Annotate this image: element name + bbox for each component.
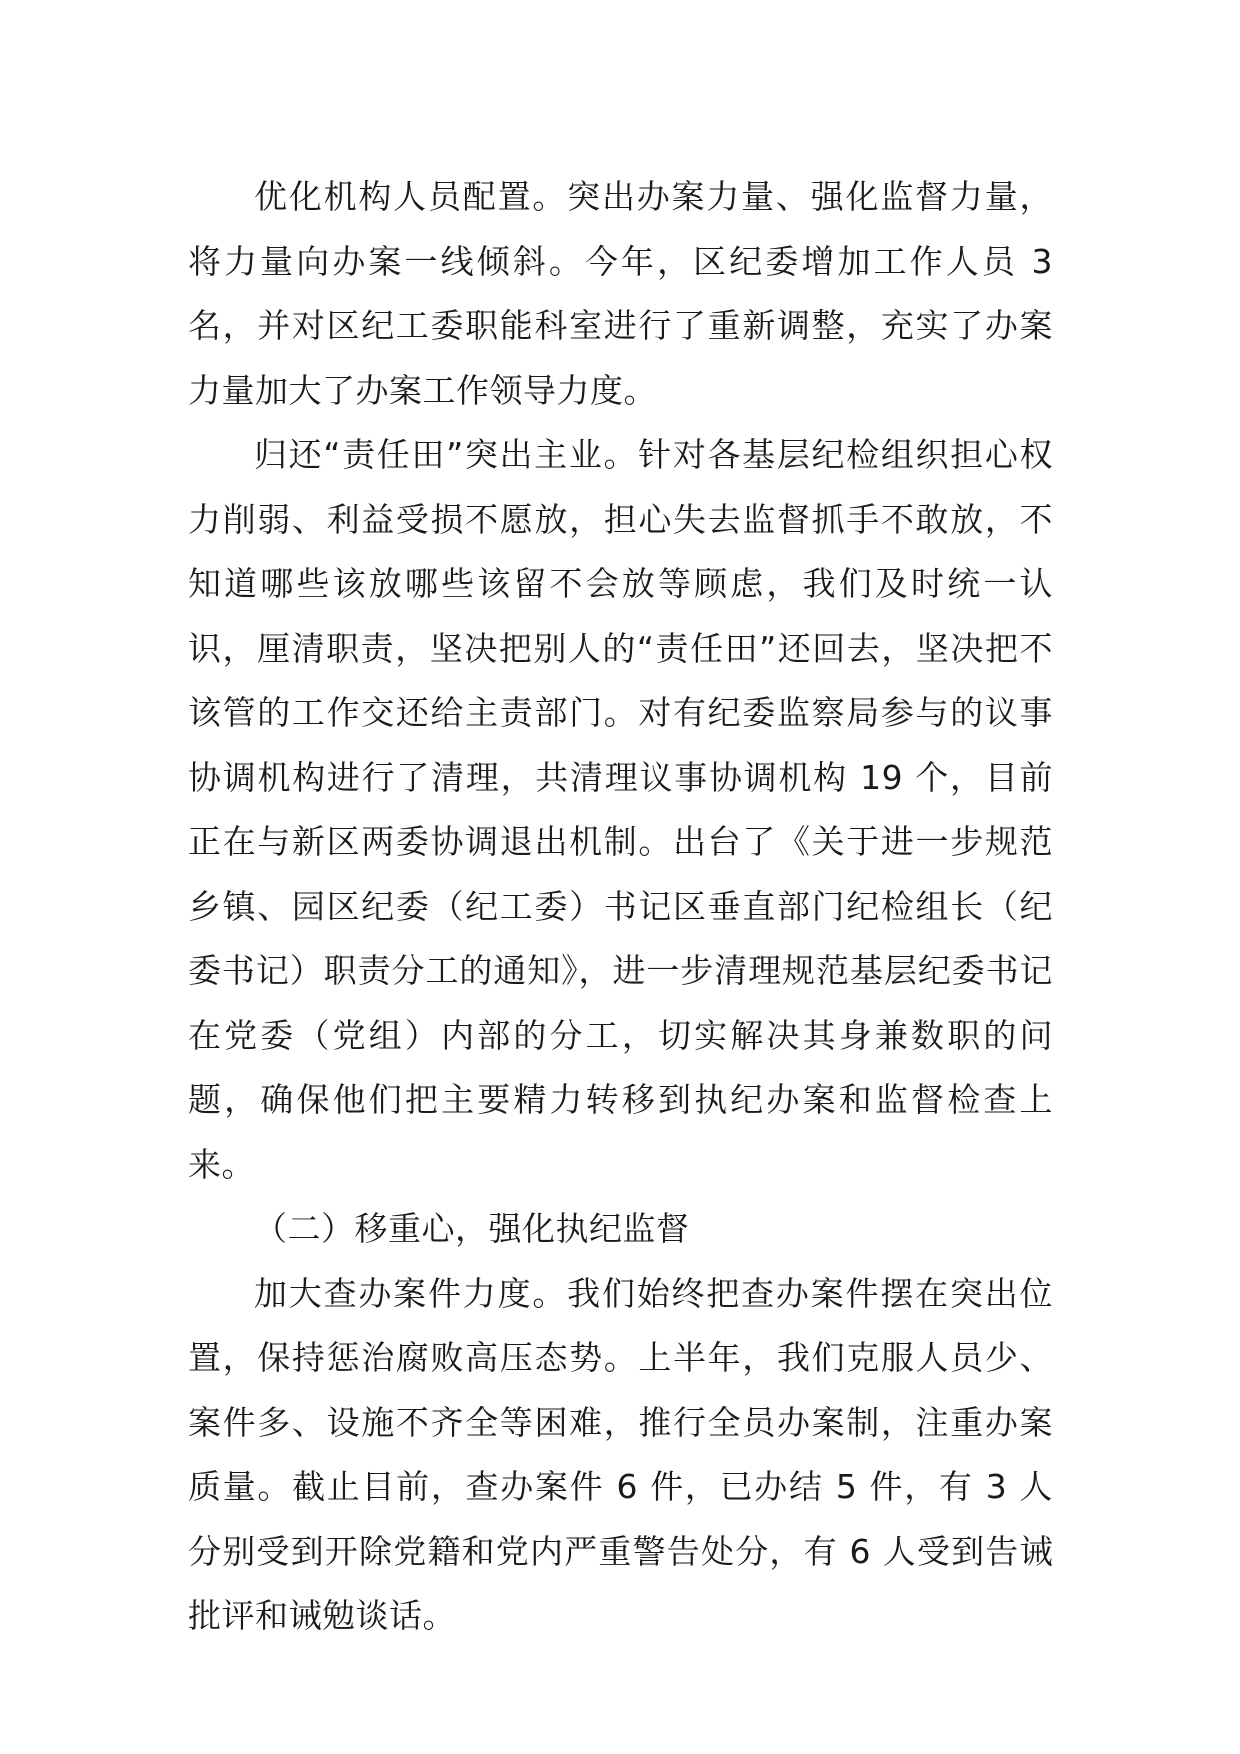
paragraph-case-handling: 加大查办案件力度。我们始终把查办案件摆在突出位置，保持惩治腐败高压态势。上半年，我们克服人员少、案件多、设施不齐全等困难，推行全员办案制，注重办案质量。截止目前，查办案件 6 件，已办结 5 件，有 3 人分别受到开除党籍和党内严重警告处分，有 6 人受到告诫批评和诫勉谈话。: [188, 1273, 1053, 1635]
document-body: [188, 165, 1053, 1649]
paragraph-responsibility: 归还“责任田”突出主业。针对各基层纪检组织担心权力削弱、利益受损不愿放，担心失去监督抓手不敢放，不知道哪些该放哪些该留不会放等顾虑，我们及时统一认识，厘清职责，坚决把别人的“责任田”还回去，坚决把不该管的工作交还给主责部门。对有纪委监察局参与的议事协调机构进行了清理，共清理议事协调机构 19 个，目前正在与新区两委协调退出机制。出台了《关于进一步规范乡镇、园区纪委（纪工委）书记区垂直部门纪检组长（纪委书记）职责分工的通知》，进一步清理规范基层纪委书记在党委（党组）内部的分工，切实解决其身兼数职的问题，确保他们把主要精力转移到执纪办案和监督检查上来。: [188, 435, 1053, 1184]
paragraph-staffing: 优化机构人员配置。突出办案力量、强化监督力量，将力量向办案一线倾斜。今年，区纪委增加工作人员 3 名，并对区纪工委职能科室进行了重新调整，充实了办案力量加大了办案工作领导力度。: [188, 177, 1053, 410]
section-heading-2: （二）移重心，强化执纪监督: [254, 1209, 690, 1248]
